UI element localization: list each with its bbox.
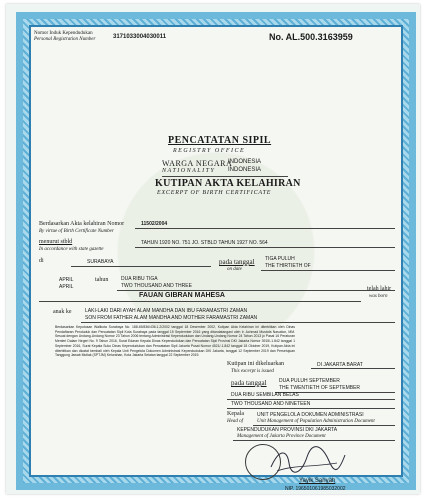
head-value: UNIT PENGELOLA DOKUMEN ADMINISTRASI [257,412,364,418]
place-label: di [39,258,44,264]
nik-label-en: Personal Registration Number [34,37,96,42]
nationality-value-en: INDONESIA [228,167,262,173]
office-title: PENCATATAN SIPIL [168,135,272,146]
decorative-border [16,12,416,490]
issued-place: DI JAKARTA BARAT [317,362,363,368]
province-value-en: Management of Jakarta Province Document [237,434,326,439]
year-label: tahun [95,277,109,283]
born-label: telah lahir [367,286,392,292]
child-name: FAUAN GIBRAN MAHESA [139,292,225,299]
office-title-en: REGISTRY OFFICE [173,148,246,154]
parents-value-en: SON FROM FATHER ALAM MANDHA AND MOTHER FARAMASTRI ZAMAN [85,315,258,321]
issued-day-en: THE TWENTIETH OF SEPTEMBER [279,385,361,391]
signature [267,445,347,479]
day-value-en: THE THIRTIETH OF [265,263,311,269]
head-value-en: Unit Management of Population Administration Document [257,419,375,424]
nationality-label-en: NATIONALITY [162,168,216,174]
certificate-number-label: Berdasarkan Akta kelahiran Nomor [39,221,125,227]
issued-year-en: TWO THOUSAND AND NINETEEN [231,401,311,407]
certificate-number-value: 11502/2004 [141,221,168,227]
issued-year: DUA RIBU SEMBILAN BELAS [231,392,299,398]
year-value: DUA RIBU TIGA [121,276,158,282]
parents-value: LAKI-LAKI DARI AYAH ALAM MANDHA DAN IBU FARAMASTRI ZAMAN [85,308,248,314]
child-of-label: anak ke [53,309,72,315]
document-title-en: EXCERPT OF BIRTH CERTIFICATE [157,190,272,196]
legal-paragraph: Berdasarkan Keputusan Walikota Surabaya No. 188.45/836/436.1.2/2002 tanggal 18 Desember 2002, Kutipan Akta Kelahiran ini diterbitkan oleh Dinas Pendaftaran Penduduk dan Pencatatan Sipil Kota Surabaya pada tanggal 15 September 2016 yang ditandatangani oleh Ir. Achmad Mustofa Nasution, MM. Sesuai dengan Undang-Undang Nomor 23 Tahun 2006 tentang Administrasi Kependudukan dan Undang-Undang Nomor 24 Tahun 2013 jo Pasal 16 Peraturan Menteri Dalam Negeri No. 9 Tahun 2016, Surat Edaran Kepala Dinas Kependudukan dan Pencatatan Sipil Provinsi DKI Jakarta Nomor 3915/-1.842 tanggal 1 September 2016, Surat Kepala Suku Dinas Kependudukan dan Pencatatan Sipil Jakarta Pusat Nomor 4521/-1.842 tanggal 18 Oktober 2019, Kutipan Akta ini diterbitkan dan dicatat kembali oleh Kepala Unit Pengelola Dokumen Administrasi Kependudukan DKI Jakarta, tanggal 12 September 2019 dan Persetujuan Tanggung Jawab Mutlak (SPTJM) Kelurahan, Kota Jakarta Selatan tanggal 22 September 2019. [55,325,295,358]
nik-label: Nomor Induk Kependudukan [34,31,93,36]
document-title: KUTIPAN AKTA KELAHIRAN [155,178,301,189]
document-sheet [6,4,420,494]
issued-label-en: This excerpt is issued [231,369,274,374]
year-value-en: TWO THOUSAND AND THREE [121,283,192,289]
statute-label: menurut stbld [39,239,73,245]
head-label: Kepala [227,411,244,417]
document-number: No. AL.500.3163959 [269,32,353,42]
place-value: SURABAYA [87,259,114,265]
nationality-label: WARGA NEGARA [162,159,233,168]
certificate-body [29,25,403,492]
issued-date-label: pada tanggal [231,379,267,387]
issued-day: DUA PULUH SEPTEMBER [279,378,340,384]
date-label-en: on date [227,267,242,272]
head-label-en: Head of [227,419,243,424]
statute-value: TAHUN 1920 NO. 751 JO. STBLD TAHUN 1927 NO. 564 [141,240,268,246]
statute-label-en: In accordance with state gazette [39,247,104,252]
date-label: pada tanggal [219,258,255,266]
month-value-en: APRIL [59,284,74,290]
born-label-en: was born [369,294,388,299]
province-value: KEPENDUDUKAN PROVINSI DKI JAKARTA [237,427,338,433]
day-value: TIGA PULUH [265,256,295,262]
issued-label: Kutipan ini dikeluarkan [227,361,284,367]
certificate-number-label-en: By virtue of Birth Certificate Number [39,229,114,234]
signatory-name: Yayik Sariyah [299,478,336,484]
nik-value: 3171033004030011 [113,34,167,40]
nationality-value: INDONESIA [228,159,262,165]
signatory-nip: NIP. 196501061985032002 [285,486,346,492]
month-value: APRIL [59,277,74,283]
